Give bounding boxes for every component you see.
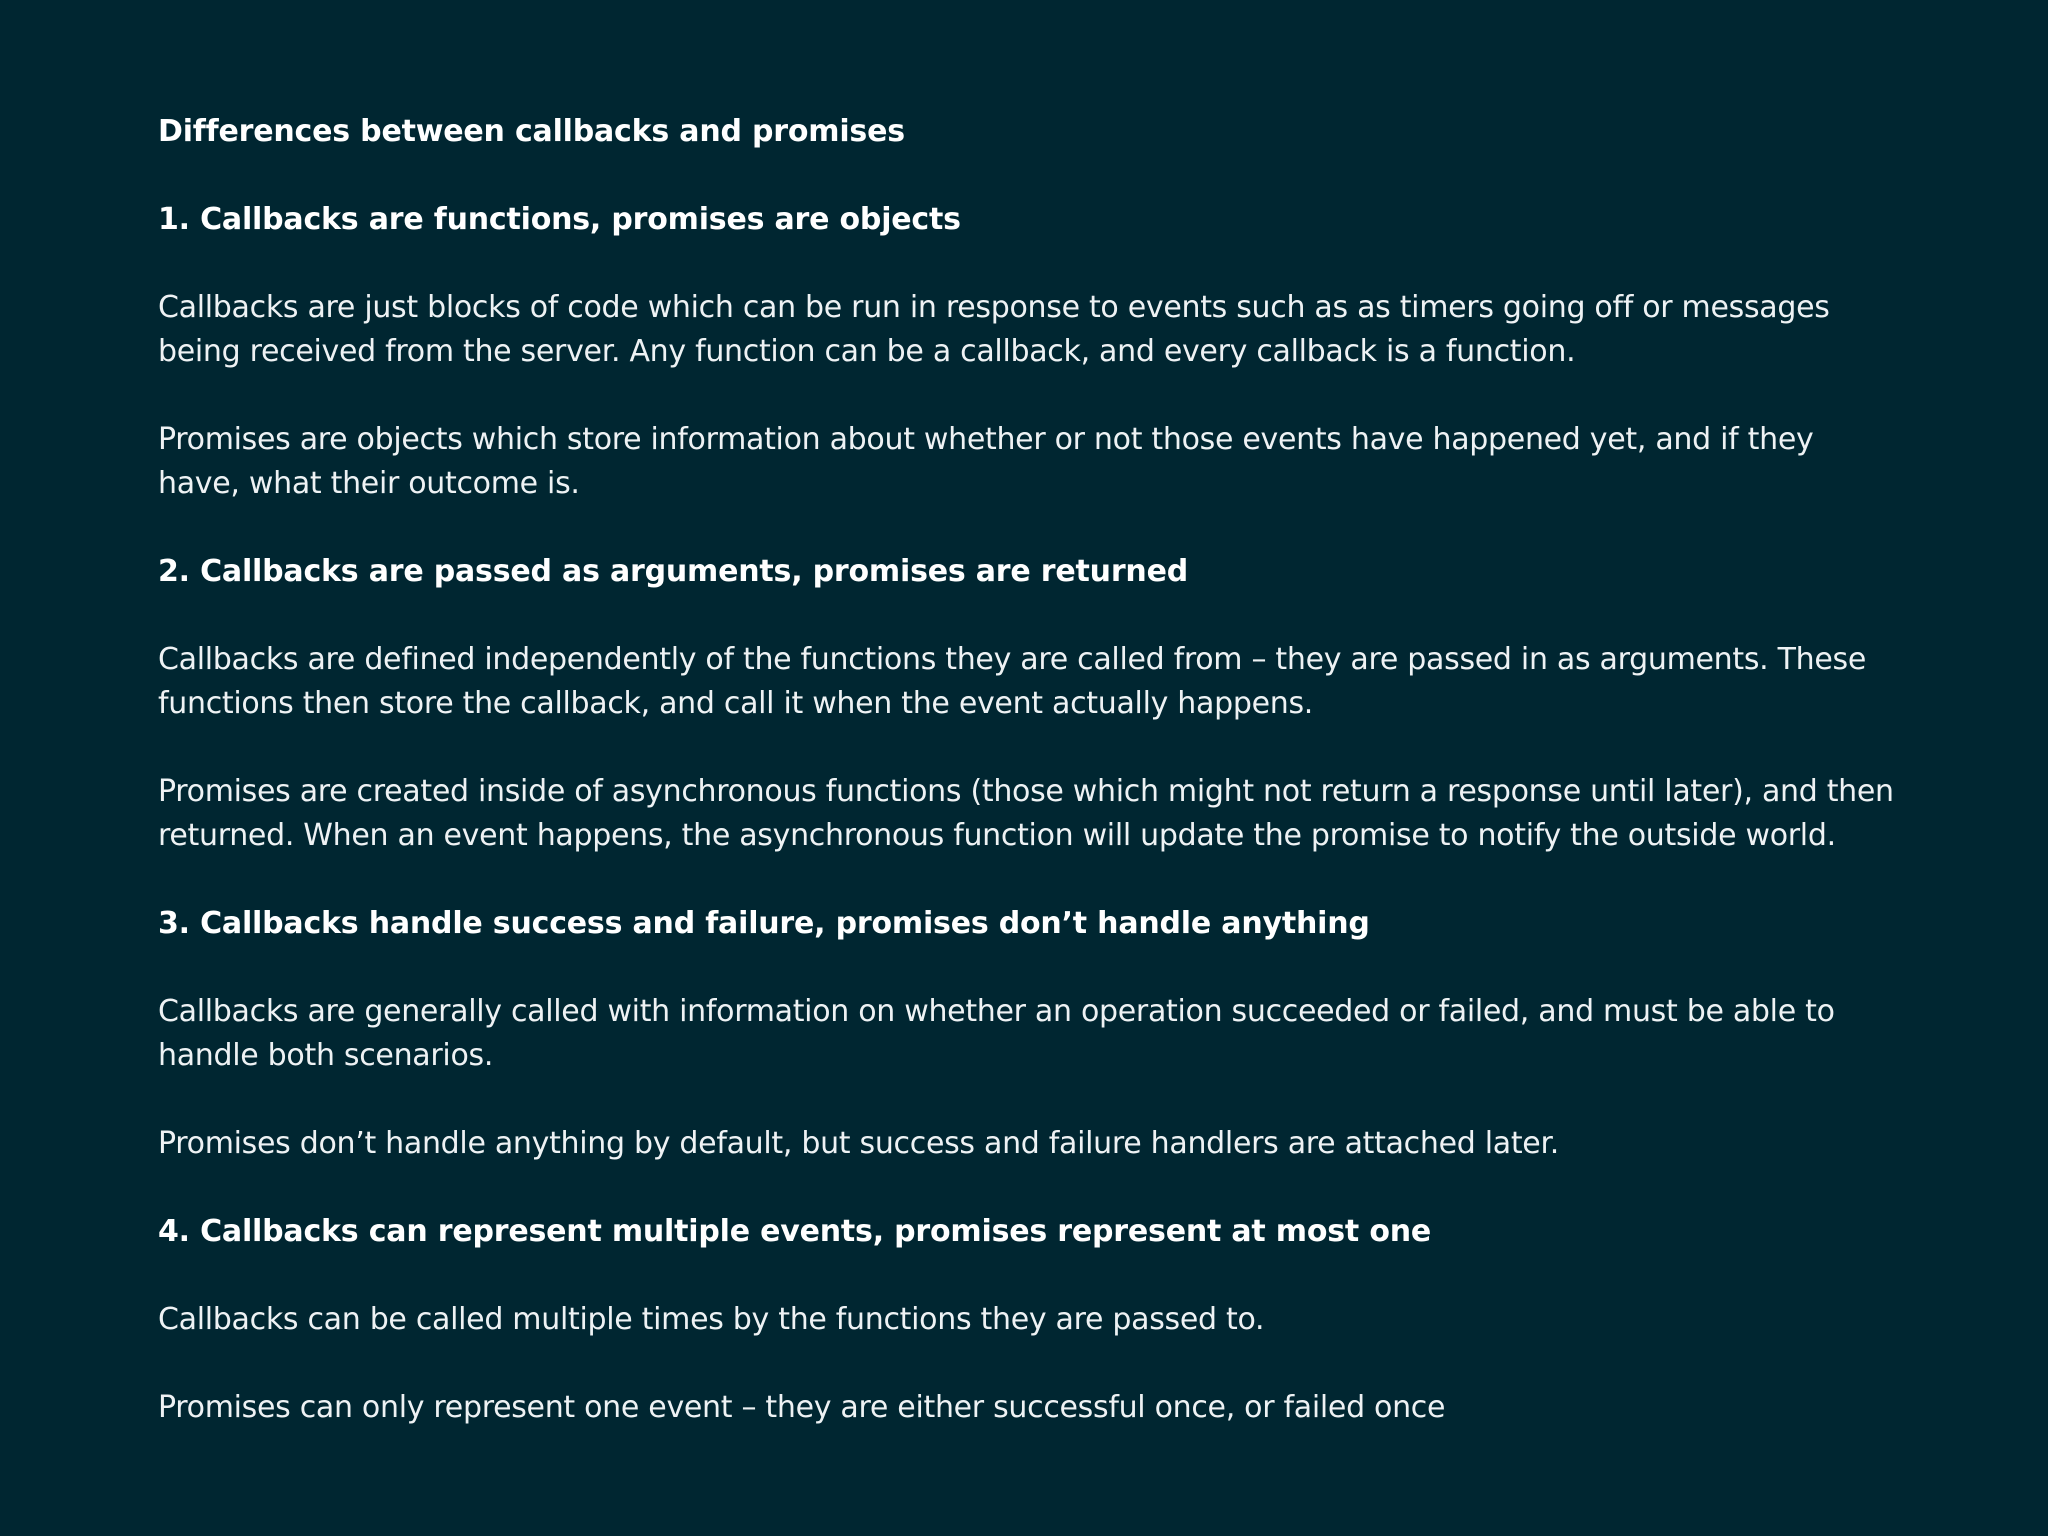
- section-4-paragraph-1: Callbacks can be called multiple times by the functions they are passed to.: [158, 1302, 1265, 1337]
- spacer: [158, 242, 1898, 286]
- section-3-paragraph-1: Callbacks are generally called with information on whether an operation succeeded or failed, and must be able to handle both scenarios.: [158, 994, 1835, 1073]
- spacer: [158, 858, 1898, 902]
- section-3-heading: 3. Callbacks handle success and failure, promises don’t handle anything: [158, 906, 1370, 941]
- spacer: [158, 726, 1898, 770]
- section-2-paragraph-2: Promises are created inside of asynchronous functions (those which might not return a response until later), and then returned. When an event happens, the asynchronous function will update the promise to notify the outside world.: [158, 774, 1894, 853]
- section-1-paragraph-1: Callbacks are just blocks of code which can be run in response to events such as as timers going off or messages being received from the server. Any function can be a callback, and every callback is a function.: [158, 290, 1830, 369]
- spacer: [158, 506, 1898, 550]
- spacer: [158, 1166, 1898, 1210]
- spacer: [158, 1254, 1898, 1298]
- spacer: [158, 154, 1898, 198]
- spacer: [158, 1078, 1898, 1122]
- section-3-paragraph-2: Promises don’t handle anything by default, but success and failure handlers are attached later.: [158, 1126, 1559, 1161]
- document-body: [158, 110, 1898, 1430]
- spacer: [158, 594, 1898, 638]
- document-title: Differences between callbacks and promises: [158, 114, 905, 149]
- section-2-paragraph-1: Callbacks are defined independently of the functions they are called from – they are passed in as arguments. These functions then store the callback, and call it when the event actually happens.: [158, 642, 1867, 721]
- section-1-paragraph-2: Promises are objects which store information about whether or not those events have happened yet, and if they have, what their outcome is.: [158, 422, 1814, 501]
- spacer: [158, 374, 1898, 418]
- spacer: [158, 1342, 1898, 1386]
- spacer: [158, 946, 1898, 990]
- section-1-heading: 1. Callbacks are functions, promises are objects: [158, 202, 961, 237]
- section-4-paragraph-2: Promises can only represent one event – they are either successful once, or failed once: [158, 1390, 1446, 1425]
- section-2-heading: 2. Callbacks are passed as arguments, promises are returned: [158, 554, 1189, 589]
- section-4-heading: 4. Callbacks can represent multiple events, promises represent at most one: [158, 1214, 1432, 1249]
